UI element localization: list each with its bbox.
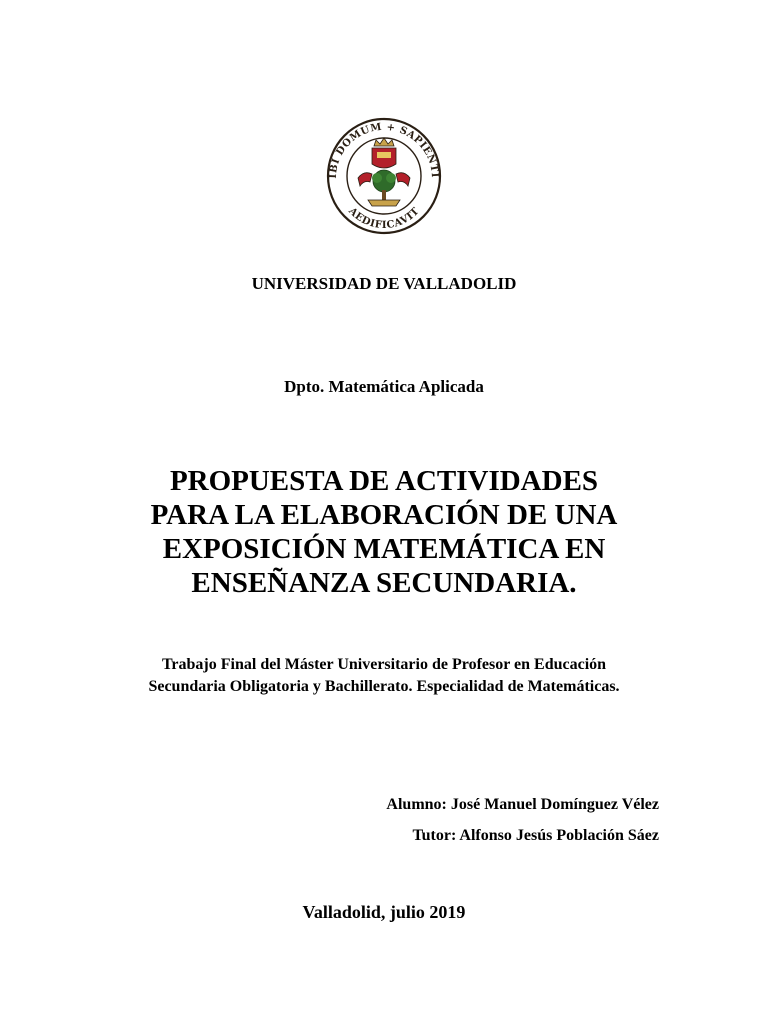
title-line: PROPUESTA DE ACTIVIDADES (169, 465, 599, 497)
title-line: EXPOSICIÓN MATEMÁTICA EN (162, 533, 606, 565)
title-line: ENSEÑANZA SECUNDARIA. (191, 567, 577, 599)
tutor-name: Tutor: Alfonso Jesús Población Sáez (412, 827, 659, 844)
document-subtitle (0, 654, 768, 698)
svg-text:AEDIFICAVIT: AEDIFICAVIT (346, 205, 422, 232)
place-and-date: Valladolid, julio 2019 (302, 902, 466, 922)
university-name: UNIVERSIDAD DE VALLADOLID (251, 274, 517, 293)
svg-text:SIBI DOMUM + SAPIENTIA: IBI DOMUM + SAPIENTI (327, 121, 441, 179)
student-name: Alumno: José Manuel Domínguez Vélez (386, 796, 659, 813)
subtitle-line: Secundaria Obligatoria y Bachillerato. Especialidad de Matemáticas. (148, 678, 620, 695)
university-seal-logo (314, 116, 454, 236)
subtitle-line: Trabajo Final del Máster Universitario de Profesor en Educación (161, 656, 607, 673)
authors-block (386, 789, 659, 851)
document-title (0, 464, 768, 600)
title-line: PARA LA ELABORACIÓN DE UNA (150, 499, 618, 531)
department-name: Dpto. Matemática Aplicada (284, 377, 484, 396)
